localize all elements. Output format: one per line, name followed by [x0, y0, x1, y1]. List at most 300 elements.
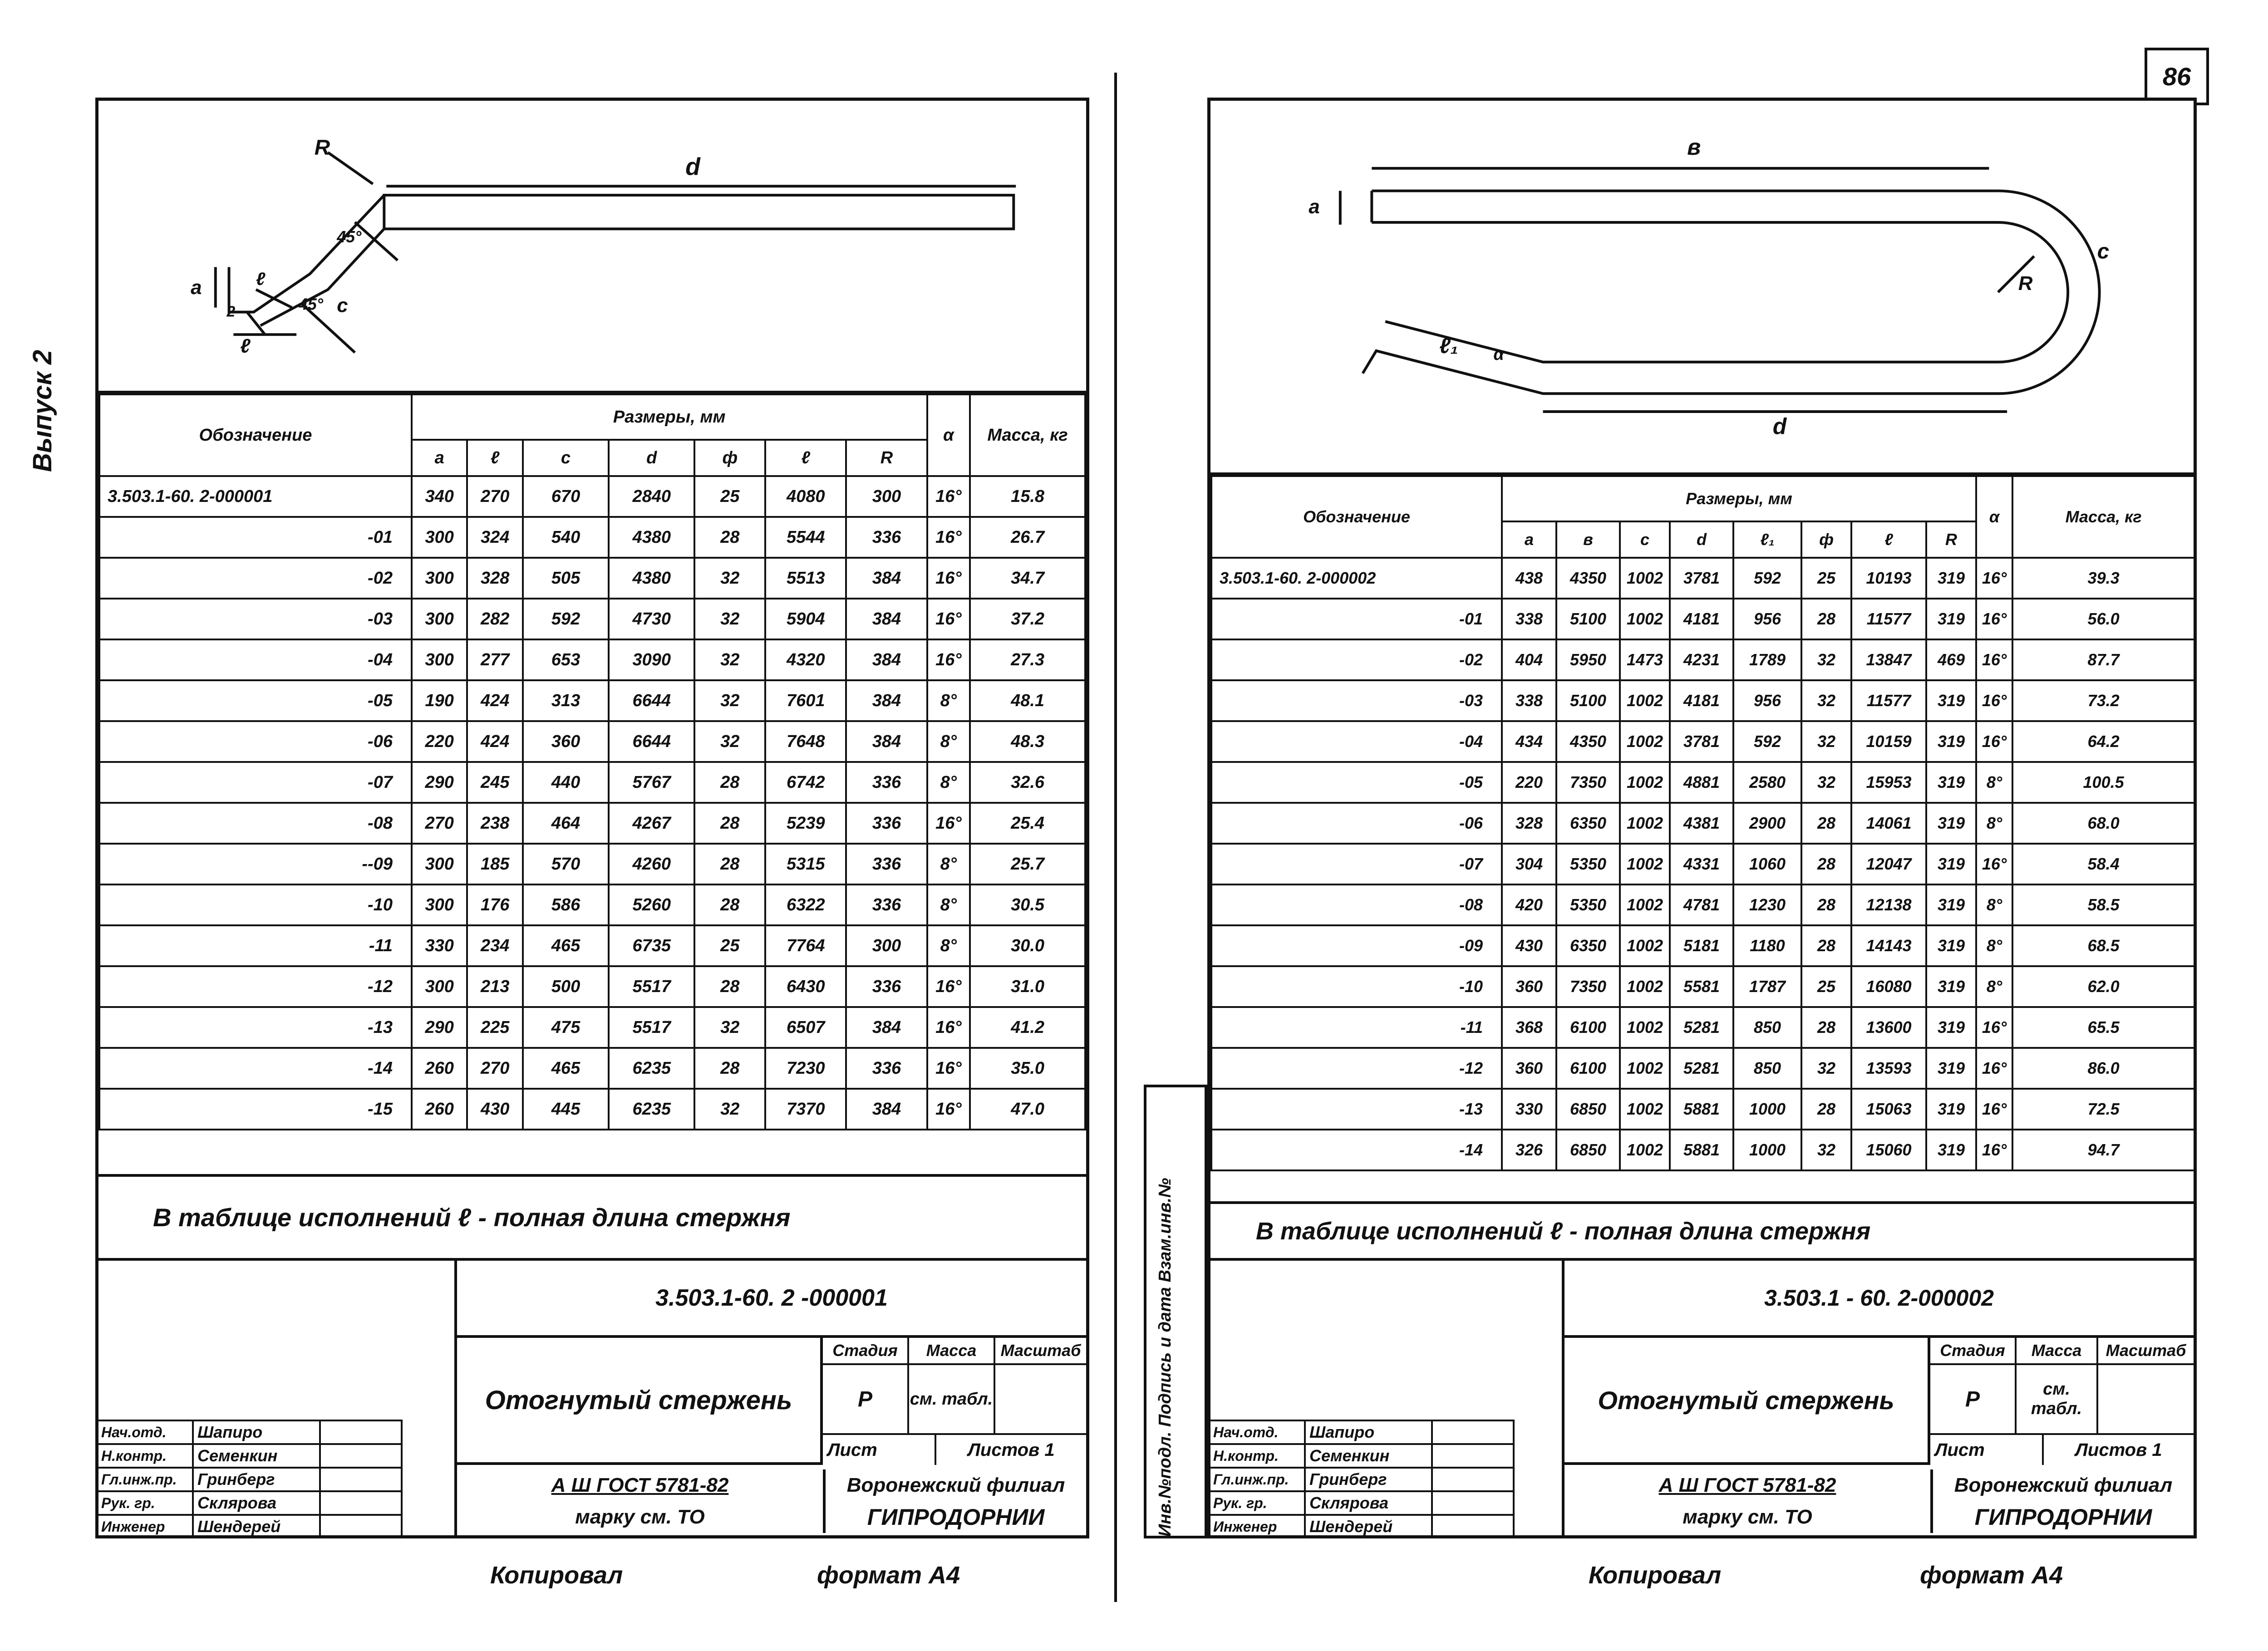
cell-r: 336	[846, 844, 927, 884]
cell-f: 25	[694, 925, 765, 966]
cell-r: 384	[846, 558, 927, 599]
cell-l: 5544	[765, 517, 846, 558]
label-b: в	[1687, 134, 1701, 160]
cell-m: 48.3	[970, 721, 1085, 762]
col-phi: ф	[694, 440, 765, 476]
cell-l: 13847	[1851, 639, 1926, 680]
cell-des: -07	[1211, 844, 1502, 884]
cell-r: 384	[846, 1089, 927, 1130]
cell-al: 16°	[1976, 558, 2012, 599]
cell-l: 15063	[1851, 1089, 1926, 1130]
stamp-name: Семенкин	[194, 1443, 321, 1467]
cell-d: 4260	[609, 844, 694, 884]
right-sheet	[1207, 98, 2197, 1538]
col-phi: ф	[1801, 521, 1851, 558]
cell-d: 4181	[1670, 599, 1733, 639]
cell-al: 8°	[1976, 966, 2012, 1007]
stamp-material2: марку см. ТО	[575, 1506, 705, 1528]
label-alpha: α	[1493, 344, 1504, 364]
cell-c: 1002	[1620, 721, 1670, 762]
cell-a: 360	[1502, 1048, 1556, 1089]
table-row	[1211, 966, 2194, 1007]
cell-b: 4350	[1556, 721, 1620, 762]
cell-f: 32	[1801, 639, 1851, 680]
cell-l: 7230	[765, 1048, 846, 1089]
cell-d: 5517	[609, 1007, 694, 1048]
cell-d: 4267	[609, 803, 694, 844]
cell-m: 47.0	[970, 1089, 1085, 1130]
cell-l: 10159	[1851, 721, 1926, 762]
cell-f: 32	[1801, 680, 1851, 721]
cell-m: 34.7	[970, 558, 1085, 599]
right-footer-copied: Копировал	[1589, 1562, 1722, 1589]
cell-des: -11	[1211, 1007, 1502, 1048]
table-row	[99, 966, 1085, 1007]
stamp-role: Н.контр.	[98, 1443, 194, 1467]
table-row	[1211, 639, 2194, 680]
stamp-role: Гл.инж.пр.	[98, 1467, 194, 1490]
cell-f: 32	[694, 1007, 765, 1048]
stamp-name: Гринберг	[1306, 1467, 1433, 1490]
cell-l1: 1000	[1733, 1089, 1801, 1130]
table-row	[99, 1048, 1085, 1089]
cell-l: 15060	[1851, 1130, 1926, 1170]
cell-des: -06	[1211, 803, 1502, 844]
cell-b: 6850	[1556, 1130, 1620, 1170]
table-row	[99, 762, 1085, 803]
cell-m: 100.5	[2012, 762, 2194, 803]
cell-m: 58.4	[2012, 844, 2194, 884]
label-b: ℓ	[240, 335, 251, 357]
right-side-strip: Инв.№подл. Подпись и дата Взам.инв.№	[1144, 1085, 1207, 1538]
cell-a: 340	[412, 476, 467, 517]
cell-b: 238	[467, 803, 522, 844]
table-row	[99, 884, 1085, 925]
cell-r: 319	[1926, 721, 1976, 762]
stamp-role: Нач.отд.	[98, 1420, 194, 1443]
cell-a: 330	[412, 925, 467, 966]
table-row	[99, 476, 1085, 517]
cell-l: 16080	[1851, 966, 1926, 1007]
cell-b: 282	[467, 599, 522, 639]
cell-r: 319	[1926, 558, 1976, 599]
cell-r: 469	[1926, 639, 1976, 680]
cell-m: 68.0	[2012, 803, 2194, 844]
cell-al: 8°	[927, 680, 970, 721]
table-row	[99, 558, 1085, 599]
cell-c: 1002	[1620, 599, 1670, 639]
cell-l: 15953	[1851, 762, 1926, 803]
cell-m: 30.0	[970, 925, 1085, 966]
u-bar-inner	[1372, 222, 2068, 362]
cell-m: 41.2	[970, 1007, 1085, 1048]
cell-b: 6100	[1556, 1048, 1620, 1089]
cell-des: -12	[99, 966, 412, 1007]
cell-al: 16°	[927, 1048, 970, 1089]
stamp-role: Рук. гр.	[98, 1490, 194, 1514]
table-row	[99, 680, 1085, 721]
cell-r: 300	[846, 476, 927, 517]
col-a: а	[412, 440, 467, 476]
cell-c: 1002	[1620, 803, 1670, 844]
cell-l1: 850	[1733, 1007, 1801, 1048]
cell-d: 2840	[609, 476, 694, 517]
cell-f: 28	[1801, 925, 1851, 966]
cell-l: 6742	[765, 762, 846, 803]
stamp-signature-cell	[1433, 1514, 1515, 1538]
cell-a: 338	[1502, 599, 1556, 639]
cell-c: 1002	[1620, 762, 1670, 803]
cell-c: 1002	[1620, 680, 1670, 721]
cell-m: 86.0	[2012, 1048, 2194, 1089]
cell-l1: 956	[1733, 680, 1801, 721]
cell-r: 336	[846, 762, 927, 803]
cell-d: 4881	[1670, 762, 1733, 803]
cell-l: 13593	[1851, 1048, 1926, 1089]
cell-al: 16°	[1976, 1048, 2012, 1089]
table-row	[1211, 762, 2194, 803]
cell-d: 3090	[609, 639, 694, 680]
cell-r: 319	[1926, 680, 1976, 721]
cell-d: 4331	[1670, 844, 1733, 884]
cell-c: 592	[523, 599, 609, 639]
cell-d: 5881	[1670, 1130, 1733, 1170]
cell-b: 7350	[1556, 966, 1620, 1007]
cell-r: 336	[846, 803, 927, 844]
cell-l1: 850	[1733, 1048, 1801, 1089]
cell-l: 7370	[765, 1089, 846, 1130]
label-c: с	[2097, 239, 2110, 264]
cell-a: 300	[412, 599, 467, 639]
label-R: R	[314, 135, 330, 160]
cell-l1: 592	[1733, 558, 1801, 599]
cell-a: 300	[412, 517, 467, 558]
cell-b: 185	[467, 844, 522, 884]
cell-l: 6507	[765, 1007, 846, 1048]
cell-a: 300	[412, 884, 467, 925]
cell-des: -05	[1211, 762, 1502, 803]
cell-b: 7350	[1556, 762, 1620, 803]
cell-d: 5260	[609, 884, 694, 925]
cell-d: 5767	[609, 762, 694, 803]
right-stamp	[1210, 1258, 2194, 1535]
cell-al: 8°	[1976, 803, 2012, 844]
cell-b: 424	[467, 721, 522, 762]
cell-des: --09	[99, 844, 412, 884]
cell-m: 94.7	[2012, 1130, 2194, 1170]
stamp-title: Отогнутый стержень	[457, 1338, 823, 1465]
cell-r: 300	[846, 925, 927, 966]
cell-b: 176	[467, 884, 522, 925]
stamp-material: А Ш ГОСТ 5781-82	[551, 1474, 729, 1496]
cell-l1: 1060	[1733, 844, 1801, 884]
cell-r: 319	[1926, 599, 1976, 639]
table-row	[1211, 1048, 2194, 1089]
cell-des: -10	[1211, 966, 1502, 1007]
cell-des: -04	[99, 639, 412, 680]
cell-d: 4181	[1670, 680, 1733, 721]
cell-d: 6644	[609, 680, 694, 721]
cell-c: 1002	[1620, 1130, 1670, 1170]
cell-al: 8°	[927, 721, 970, 762]
cell-c: 465	[523, 925, 609, 966]
header-mass: Масса, кг	[970, 394, 1085, 476]
cell-l: 11577	[1851, 680, 1926, 721]
cell-l: 4080	[765, 476, 846, 517]
cell-r: 384	[846, 639, 927, 680]
table-row	[99, 844, 1085, 884]
cell-c: 570	[523, 844, 609, 884]
cell-d: 5181	[1670, 925, 1733, 966]
stamp-role: Инженер	[98, 1514, 194, 1538]
header-alpha: α	[927, 394, 970, 476]
right-note: В таблице исполнений ℓ - полная длина стержня	[1210, 1201, 2194, 1258]
table-row	[99, 599, 1085, 639]
cell-l: 7764	[765, 925, 846, 966]
cell-b: 5950	[1556, 639, 1620, 680]
cell-r: 319	[1926, 884, 1976, 925]
stamp-material: А Ш ГОСТ 5781-82	[1658, 1474, 1836, 1496]
cell-m: 31.0	[970, 966, 1085, 1007]
cell-f: 32	[1801, 721, 1851, 762]
cell-f: 32	[694, 558, 765, 599]
cell-l: 5513	[765, 558, 846, 599]
cell-b: 5350	[1556, 884, 1620, 925]
col-b: в	[1556, 521, 1620, 558]
cell-l: 5239	[765, 803, 846, 844]
cell-d: 5281	[1670, 1048, 1733, 1089]
stamp-mass: см. табл.	[2017, 1365, 2098, 1433]
cell-al: 8°	[1976, 762, 2012, 803]
cell-a: 304	[1502, 844, 1556, 884]
stamp-code: 3.503.1 - 60. 2-000002	[1564, 1261, 2194, 1338]
cell-d: 6235	[609, 1048, 694, 1089]
cell-a: 360	[1502, 966, 1556, 1007]
cell-d: 5881	[1670, 1089, 1733, 1130]
cell-a: 300	[412, 558, 467, 599]
cell-d: 6735	[609, 925, 694, 966]
cell-des: -02	[99, 558, 412, 599]
stamp-name: Гринберг	[194, 1467, 321, 1490]
cell-b: 270	[467, 476, 522, 517]
col-c: с	[1620, 521, 1670, 558]
cell-r: 319	[1926, 844, 1976, 884]
cell-m: 62.0	[2012, 966, 2194, 1007]
cell-l: 12138	[1851, 884, 1926, 925]
stamp-signature-cell	[321, 1467, 403, 1490]
label-a: а	[1309, 196, 1320, 218]
cell-a: 368	[1502, 1007, 1556, 1048]
cell-r: 336	[846, 517, 927, 558]
cell-m: 25.7	[970, 844, 1085, 884]
cell-f: 28	[694, 844, 765, 884]
table-row	[99, 803, 1085, 844]
header-sizes: Размеры, мм	[412, 394, 927, 440]
page-number: 86	[2145, 48, 2209, 105]
cell-f: 32	[1801, 1130, 1851, 1170]
stamp-signature-cell	[321, 1420, 403, 1443]
cell-r: 384	[846, 1007, 927, 1048]
col-l: ℓ	[765, 440, 846, 476]
stamp-org1: Воронежский филиал	[823, 1469, 1086, 1501]
cell-b: 324	[467, 517, 522, 558]
label-a: a	[191, 277, 202, 299]
cell-f: 28	[694, 966, 765, 1007]
cell-l1: 1180	[1733, 925, 1801, 966]
cell-a: 300	[412, 639, 467, 680]
left-footer-copied: Копировал	[490, 1562, 623, 1589]
stamp-name: Шапиро	[194, 1420, 321, 1443]
cell-c: 465	[523, 1048, 609, 1089]
table-row	[1211, 558, 2194, 599]
cell-c: 445	[523, 1089, 609, 1130]
cell-b: 234	[467, 925, 522, 966]
cell-d: 3781	[1670, 721, 1733, 762]
cell-m: 72.5	[2012, 1089, 2194, 1130]
cell-a: 300	[412, 966, 467, 1007]
cell-c: 670	[523, 476, 609, 517]
cell-al: 16°	[927, 803, 970, 844]
cell-a: 290	[412, 762, 467, 803]
cell-r: 319	[1926, 803, 1976, 844]
left-spec-table	[98, 393, 1086, 1130]
cell-m: 87.7	[2012, 639, 2194, 680]
cell-c: 1002	[1620, 558, 1670, 599]
cell-r: 336	[846, 966, 927, 1007]
cell-a: 404	[1502, 639, 1556, 680]
table-row	[1211, 1089, 2194, 1130]
cell-al: 16°	[927, 639, 970, 680]
stamp-role: Гл.инж.пр.	[1210, 1467, 1306, 1490]
cell-r: 319	[1926, 1089, 1976, 1130]
cell-l: 4320	[765, 639, 846, 680]
cell-des: -05	[99, 680, 412, 721]
cell-f: 28	[694, 803, 765, 844]
cell-des: -13	[1211, 1089, 1502, 1130]
cell-m: 65.5	[2012, 1007, 2194, 1048]
table-row	[1211, 599, 2194, 639]
header-alpha: α	[1976, 476, 2012, 558]
table-row	[1211, 925, 2194, 966]
cell-d: 4730	[609, 599, 694, 639]
cell-al: 16°	[927, 966, 970, 1007]
cell-l: 6430	[765, 966, 846, 1007]
label-bend: ℓ	[256, 269, 266, 290]
cell-c: 586	[523, 884, 609, 925]
right-footer-format: формат А4	[1920, 1562, 2063, 1589]
cell-l: 12047	[1851, 844, 1926, 884]
stamp-name: Шапиро	[1306, 1420, 1433, 1443]
cell-l: 5904	[765, 599, 846, 639]
col-a: а	[1502, 521, 1556, 558]
cell-des: -06	[99, 721, 412, 762]
cell-c: 500	[523, 966, 609, 1007]
stamp-mass: см. табл.	[909, 1365, 995, 1433]
cell-des: -03	[1211, 680, 1502, 721]
cell-b: 277	[467, 639, 522, 680]
cell-r: 336	[846, 1048, 927, 1089]
cell-c: 440	[523, 762, 609, 803]
stamp-material2: марку см. ТО	[1683, 1506, 1812, 1528]
col-d: d	[609, 440, 694, 476]
cell-des: -07	[99, 762, 412, 803]
table-row	[99, 1089, 1085, 1130]
stamp-signature-cell	[1433, 1467, 1515, 1490]
stamp-sheet-label: Лист	[1930, 1433, 2044, 1465]
cell-al: 16°	[1976, 639, 2012, 680]
cell-l: 10193	[1851, 558, 1926, 599]
cell-l: 11577	[1851, 599, 1926, 639]
cell-f: 28	[1801, 844, 1851, 884]
cell-des: -04	[1211, 721, 1502, 762]
cell-des: -14	[99, 1048, 412, 1089]
cell-m: 32.6	[970, 762, 1085, 803]
cell-d: 6644	[609, 721, 694, 762]
cell-al: 16°	[1976, 1130, 2012, 1170]
header-designation: Обозначение	[99, 394, 412, 476]
cell-f: 32	[694, 639, 765, 680]
cell-des: 3.503.1-60. 2-000001	[99, 476, 412, 517]
col-c: с	[523, 440, 609, 476]
header-designation: Обозначение	[1211, 476, 1502, 558]
stamp-sheet-label: Лист	[823, 1433, 936, 1465]
cell-al: 8°	[1976, 925, 2012, 966]
label-alpha: 2	[226, 303, 236, 320]
cell-m: 56.0	[2012, 599, 2194, 639]
cell-f: 28	[694, 1048, 765, 1089]
header-sizes: Размеры, мм	[1502, 476, 1976, 521]
cell-l1: 1787	[1733, 966, 1801, 1007]
stamp-signature-cell	[1433, 1443, 1515, 1467]
table-row	[1211, 884, 2194, 925]
cell-al: 16°	[927, 558, 970, 599]
cell-r: 384	[846, 721, 927, 762]
label-d: d	[1772, 413, 1787, 439]
cell-d: 5581	[1670, 966, 1733, 1007]
cell-f: 32	[694, 680, 765, 721]
left-footer-format: формат А4	[817, 1562, 960, 1589]
cell-r: 319	[1926, 1130, 1976, 1170]
stamp-scale-label: Масштаб	[995, 1338, 1086, 1365]
cell-m: 26.7	[970, 517, 1085, 558]
col-R: R	[1926, 521, 1976, 558]
stamp-stage: Р	[823, 1365, 909, 1433]
cell-b: 270	[467, 1048, 522, 1089]
cell-des: 3.503.1-60. 2-000002	[1211, 558, 1502, 599]
col-l: ℓ	[1851, 521, 1926, 558]
cell-a: 260	[412, 1048, 467, 1089]
cell-a: 420	[1502, 884, 1556, 925]
stamp-signature-cell	[321, 1443, 403, 1467]
table-row	[99, 925, 1085, 966]
cell-des: -02	[1211, 639, 1502, 680]
left-sheet	[95, 98, 1089, 1538]
cell-l1: 592	[1733, 721, 1801, 762]
cell-m: 15.8	[970, 476, 1085, 517]
stamp-stage-label: Стадия	[1930, 1338, 2017, 1365]
cell-al: 8°	[927, 925, 970, 966]
cell-c: 1002	[1620, 1007, 1670, 1048]
cell-r: 336	[846, 884, 927, 925]
cell-c: 653	[523, 639, 609, 680]
cell-c: 1002	[1620, 844, 1670, 884]
cell-l1: 956	[1733, 599, 1801, 639]
cell-al: 16°	[927, 517, 970, 558]
cell-b: 6100	[1556, 1007, 1620, 1048]
table-row	[99, 721, 1085, 762]
cell-r: 319	[1926, 966, 1976, 1007]
right-bar-drawing	[1210, 101, 2194, 475]
